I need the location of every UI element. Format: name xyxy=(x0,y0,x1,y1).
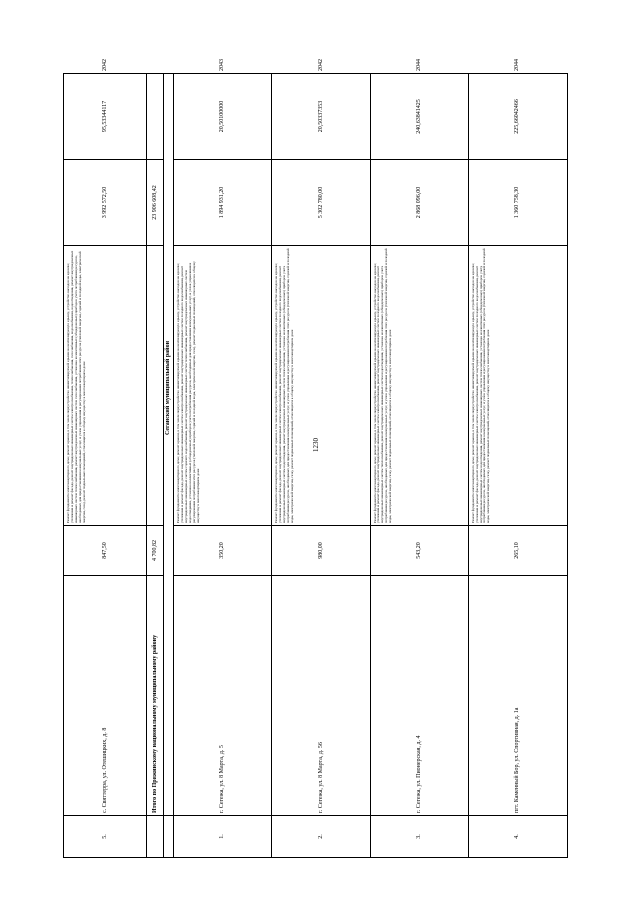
row-cost: 1 360 758,30 xyxy=(468,160,567,246)
total-empty xyxy=(147,816,164,858)
total-per-m2-empty xyxy=(147,74,164,160)
table-row: 5. с. Святтерра, ул. Отешицких, д. 8 847,50 Ремонт фундамента многоквартирного дома; ремонт крыши, в том числе переустройство невентилируемой крыши на вентилируемую крышу, устройство выходов на кровлю; утепление и ремонт фасада, ремонт внутридомовых инженерных систем электроснабжения, теплоснабжения, газоснабжения, водоснабжения, водоотведения, ремонт внутридомовых инженерных систем теплоснабжения, ремонт внутридомовых инженерных систем газоснабжения, установка коллективных (общедомовых) приборов учета потребления ресурсов, необходимых для предоставления коммунальных услуг, и узлов управления и регулирования потребления этих ресурсов (тепловой энергии, горячей и холодной воды, электрической энергии, газа), ремонт подвальных помещений, относящихся к общему имуществу в многоквартирном доме 3 992 572,50 95,53344117 2042 xyxy=(64,74,147,858)
table-row: 3. г. Сегежа, ул. Пионерская, д. 4 543,20 Ремонт фундамента многоквартирного дома; ремонт крыши, в том числе переустройство невентилируемой крыши на вентилируемую крышу, устройство выходов на кровлю; утепление и ремонт фасада, ремонт внутридомовых инженерных систем электроснабжения, ремонт внутридомовых инженерных систем холодного водоснабжения, ремонт внутридомовых инженерных систем теплоснабжения, ремонт внутридомовых инженерных систем водоотведения, установка коллективных (общедомовых) приборов учета потребления ресурсов, необходимых для предоставления коммунальных услуг, и узлов управления и регулирования потребления этих ресурсов (тепловой энергии, горячей и холодной воды, электрической энергии, газа), ремонт подвальных помещений, относящихся к общему имуществу в многоквартирном доме 2 868 096,00 240,63841425 2044 xyxy=(370,74,468,858)
total-row xyxy=(147,74,164,858)
row-area: 980,00 xyxy=(272,526,370,576)
row-per-m2: 225,66042466 xyxy=(468,74,567,160)
rotated-table xyxy=(63,59,568,858)
row-address: г. Сегежа, ул. Пионерская, д. 4 xyxy=(370,576,468,816)
total-label: Итого по Пряжинскому национальному муниципальному району xyxy=(147,576,164,816)
row-area: 543,20 xyxy=(370,526,468,576)
row-num: 4. xyxy=(468,816,567,858)
row-works: Ремонт фундамента многоквартирного дома; ремонт крыши, в том числе переустройство невентилируемой крыши на вентилируемую крышу, устройство выходов на кровлю; утепление и ремонт фасада, ремонт внутридомовых инженерных систем электроснабжения, ремонт внутридомовых инженерных систем холодного водоснабжения, ремонт внутридомовых инженерных систем горячего водоснабжения, ремонт внутридомовых инженерных систем теплоснабжения, ремонт внутридомовых инженерных систем водоотведения, установка коллективных (общедомовых) приборов учета потребления ресурсов, необходимых для предоставления коммунальных услуг, и узлов управления и регулирования потребления этих ресурсов (тепловой энергии, горячей и холодной воды, электрической энергии, газа), ремонт подвальных помещений, относящихся к общему имуществу в многоквартирном доме xyxy=(174,246,272,526)
row-address: пгт. Каменный Бор, ул. Спортивная, д. 1а xyxy=(468,576,567,816)
row-num: 1. xyxy=(174,816,272,858)
row-works: Ремонт фундамента многоквартирного дома; ремонт крыши, в том числе переустройство невентилируемой крыши на вентилируемую крышу, устройство выходов на кровлю; утепление и ремонт фасада, ремонт внутридомовых инженерных систем электроснабжения, ремонт внутридомовых инженерных систем холодного водоснабжения, ремонт внутридомовых инженерных систем теплоснабжения, ремонт внутридомовых инженерных систем водоотведения, установка коллективных (общедомовых) приборов учета потребления ресурсов, необходимых для предоставления коммунальных услуг, и узлов управления и регулирования потребления этих ресурсов (тепловой энергии, горячей и холодной воды, электрической энергии, газа), ремонт подвальных помещений, относящихся к общему имуществу в многоквартирном доме xyxy=(370,246,468,526)
row-works: Ремонт фундамента многоквартирного дома; ремонт крыши, в том числе переустройство невентилируемой крыши на вентилируемую крышу, устройство выходов на кровлю; утепление и ремонт фасада, ремонт внутридомовых инженерных систем электроснабжения, ремонт внутридомовых инженерных систем холодного водоснабжения, ремонт внутридомовых инженерных систем водоотведения, ремонт внутридомовых инженерных систем теплоснабжения, установка коллективных (общедомовых) приборов учета потребления ресурсов, необходимых для предоставления коммунальных услуг, и узлов управления и регулирования потребления этих ресурсов (тепловой энергии, горячей и холодной воды, электрической энергии, газа), ремонт подвальных помещений, относящихся к общему имуществу в многоквартирном доме xyxy=(272,246,370,526)
table-row: 1. г. Сегежа, ул. 8 Марта, д. 5 350,20 Ремонт фундамента многоквартирного дома; ремонт крыши, в том числе переустройство невентилируемой крыши на вентилируемую крышу, устройство выходов на кровлю; утепление и ремонт фасада, ремонт внутридомовых инженерных систем электроснабжения, ремонт внутридомовых инженерных систем холодного водоснабжения, ремонт внутридомовых инженерных систем горячего водоснабжения, ремонт внутридомовых инженерных систем теплоснабжения, ремонт внутридомовых инженерных систем водоотведения, установка коллективных (общедомовых) приборов учета потребления ресурсов, необходимых для предоставления коммунальных услуг, и узлов управления и регулирования потребления этих ресурсов (тепловой энергии, горячей и холодной воды, электрической энергии, газа), ремонт подвальных помещений, относящихся к общему имуществу в многоквартирном доме 1 894 931,20 20,50100000 2043 xyxy=(174,74,272,858)
row-num: 3. xyxy=(370,816,468,858)
table-row: 2. г. Сегежа, ул. 8 Марта, д. 56 980,00 Ремонт фундамента многоквартирного дома; ремонт крыши, в том числе переустройство невентилируемой крыши на вентилируемую крышу, устройство выходов на кровлю; утепление и ремонт фасада, ремонт внутридомовых инженерных систем электроснабжения, ремонт внутридомовых инженерных систем холодного водоснабжения, ремонт внутридомовых инженерных систем водоотведения, ремонт внутридомовых инженерных систем теплоснабжения, установка коллективных (общедомовых) приборов учета потребления ресурсов, необходимых для предоставления коммунальных услуг, и узлов управления и регулирования потребления этих ресурсов (тепловой энергии, горячей и холодной воды, электрической энергии, газа), ремонт подвальных помещений, относящихся к общему имуществу в многоквартирном доме 5 302 780,00 20,50337353 2042 xyxy=(272,74,370,858)
table-row: 4. пгт. Каменный Бор, ул. Спортивная, д. 1а 265,10 Ремонт фундамента многоквартирного дома; ремонт крыши, в том числе переустройство невентилируемой крыши на вентилируемую крышу, устройство выходов на кровлю; утепление и ремонт фасада, ремонт внутридомовых инженерных систем электроснабжения, ремонт внутридомовых инженерных систем холодного водоснабжения, ремонт внутридомовых инженерных систем водоотведения, ремонт внутридомовых инженерных систем теплоснабжения, установка коллективных (общедомовых) приборов учета потребления ресурсов, необходимых для предоставления коммунальных услуг, и узлов управления и регулирования потребления этих ресурсов (тепловой энергии, горячей и холодной воды, электрической энергии, газа), ремонт подвальных помещений, относящихся к общему имуществу в многоквартирном доме 1 360 758,30 225,66042466 2044 xyxy=(468,74,567,858)
row-per-m2: 95,53344117 xyxy=(64,74,147,160)
row-cost: 1 894 931,20 xyxy=(174,160,272,246)
row-works: Ремонт фундамента многоквартирного дома; ремонт крыши, в том числе переустройство невентилируемой крыши на вентилируемую крышу, устройство выходов на кровлю; утепление и ремонт фасада, ремонт внутридомовых инженерных систем электроснабжения, ремонт внутридомовых инженерных систем холодного водоснабжения, ремонт внутридомовых инженерных систем водоотведения, ремонт внутридомовых инженерных систем теплоснабжения, установка коллективных (общедомовых) приборов учета потребления ресурсов, необходимых для предоставления коммунальных услуг, и узлов управления и регулирования потребления этих ресурсов (тепловой энергии, горячей и холодной воды, электрической энергии, газа), ремонт подвальных помещений, относящихся к общему имуществу в многоквартирном доме xyxy=(468,246,567,526)
section-title: Сеганский муниципальный район xyxy=(164,74,174,816)
works-table xyxy=(63,59,568,858)
page-number: 1230 xyxy=(312,438,320,452)
row-per-m2: 240,63841425 xyxy=(370,74,468,160)
row-area: 265,10 xyxy=(468,526,567,576)
row-address: с. Святтерра, ул. Отешицких, д. 8 xyxy=(64,576,147,816)
row-works: Ремонт фундамента многоквартирного дома; ремонт крыши, в том числе переустройство невентилируемой крыши на вентилируемую крышу, устройство выходов на кровлю; утепление и ремонт фасада, ремонт внутридомовых инженерных систем электроснабжения, теплоснабжения, газоснабжения, водоснабжения, водоотведения, ремонт внутридомовых инженерных систем теплоснабжения, ремонт внутридомовых инженерных систем газоснабжения, установка коллективных (общедомовых) приборов учета потребления ресурсов, необходимых для предоставления коммунальных услуг, и узлов управления и регулирования потребления этих ресурсов (тепловой энергии, горячей и холодной воды, электрической энергии, газа), ремонт подвальных помещений, относящихся к общему имуществу в многоквартирном доме xyxy=(64,246,147,526)
row-address: г. Сегежа, ул. 8 Марта, д. 5 xyxy=(174,576,272,816)
section-row xyxy=(164,74,174,858)
row-num: 2. xyxy=(272,816,370,858)
row-area: 847,50 xyxy=(64,526,147,576)
table-container xyxy=(63,59,568,858)
row-per-m2: 20,50337353 xyxy=(272,74,370,160)
row-area: 350,20 xyxy=(174,526,272,576)
row-address: г. Сегежа, ул. 8 Марта, д. 56 xyxy=(272,576,370,816)
total-cost: 23 906 608,42 xyxy=(147,160,164,246)
row-cost: 2 868 096,00 xyxy=(370,160,468,246)
row-num: 5. xyxy=(64,816,147,858)
total-works-empty xyxy=(147,246,164,526)
row-per-m2: 20,50100000 xyxy=(174,74,272,160)
row-cost: 3 992 572,50 xyxy=(64,160,147,246)
row-cost: 5 302 780,00 xyxy=(272,160,370,246)
section-empty xyxy=(164,816,174,858)
total-area: 4 700,82 xyxy=(147,526,164,576)
